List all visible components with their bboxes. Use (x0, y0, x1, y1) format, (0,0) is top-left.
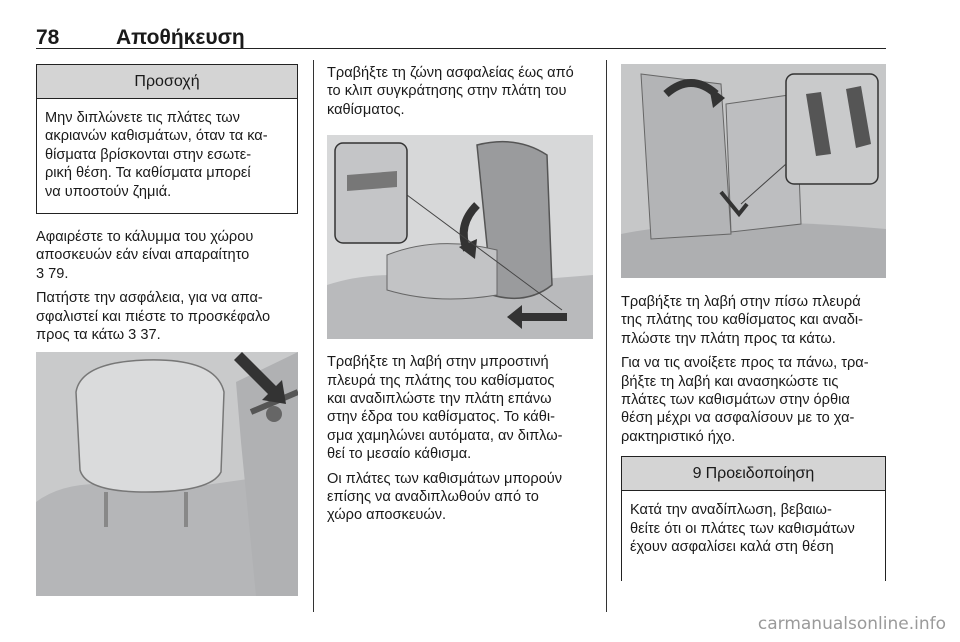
paragraph-seatbelt: Τραβήξτε τη ζώνη ασφαλείας έως από το κλιπ συγκράτησης στην πλάτη του καθίσματος. (327, 65, 574, 118)
page-reference-link[interactable]: προς τα κάτω 3 37. (36, 327, 161, 344)
paragraph-remove-cover: Αφαιρέστε το κάλυμμα του χώρου αποσκευών εάν είναι απαραίτητο 3 79. (36, 229, 254, 282)
headrest-illustration (36, 352, 298, 596)
page-reference-link[interactable]: 3 79. (36, 265, 69, 282)
caution-title: Προσοχή (37, 65, 297, 99)
column-middle (327, 64, 593, 531)
text-line: Μην διπλώνετε τις πλάτες των (45, 110, 240, 126)
watermark: carmanualsonline.info (757, 614, 946, 634)
text-line: έχουν ασφαλίσει καλά στη θέση (630, 539, 834, 556)
paragraph-rear-handle: Τραβήξτε τη λαβή στην πίσω πλευρά της πλάτης του καθίσματος και αναδι- πλώστε την πλάτη προς τα κάτω. (621, 294, 864, 347)
column-right (621, 64, 886, 581)
column-divider (606, 60, 607, 612)
text-line: ρική θέση. Τα καθίσματα μπορεί (45, 165, 251, 182)
warning-box (621, 456, 886, 581)
warning-icon: 9 (692, 465, 702, 483)
text-line: θίσματα βρίσκονται στην εσωτε- (45, 146, 252, 163)
page-number: 78 (36, 26, 60, 49)
text-line: θείτε ότι οι πλάτες των καθισμάτων (630, 520, 855, 537)
paragraph-headrest: Πατήστε την ασφάλεια, για να απα- σφαλιστεί και πιέστε το προσκέφαλο προς τα κάτω 3 37. (36, 290, 271, 344)
warning-title: 9 Προειδοποίηση (622, 457, 885, 491)
seat-fold-illustration (327, 135, 593, 339)
text-line: ακριανών καθισμάτων, όταν τα κα- (45, 128, 268, 145)
trunk-fold-illustration (621, 64, 886, 278)
text-line: να υποστούν ζημιά. (45, 183, 172, 200)
warning-text (622, 491, 885, 564)
column-left (36, 64, 298, 596)
paragraph-fold-handle: Τραβήξτε τη λαβή στην μπροστινή πλευρά της πλάτης του καθίσματος και αναδιπλώστε την πλάτη επάνω στην έδρα του καθίσματος. Το κάθι- σμα χαμηλώνει αυτόματα, αν διπλω- θεί το μεσαίο κάθισμα. (327, 354, 563, 463)
paragraph-fold-from-trunk: Οι πλάτες των καθισμάτων μπορούν επίσης να αναδιπλωθούν από το χώρο αποσκευών. (327, 470, 563, 524)
page-header (36, 12, 886, 49)
page-title: Αποθήκευση (116, 26, 245, 49)
paragraph-raise-seats: Για να τις ανοίξετε προς τα πάνω, τρα- βήξτε τη λαβή και ανασηκώστε τις πλάτες των καθισμάτων στην όρθια θέση μέχρι να ασφαλίσουν με το χα- ρακτηριστικό ήχο. (621, 355, 869, 445)
text-line: Κατά την αναδίπλωση, βεβαιω- (630, 502, 832, 519)
caution-text (37, 99, 297, 209)
column-divider (313, 60, 314, 612)
caution-box (36, 64, 298, 214)
